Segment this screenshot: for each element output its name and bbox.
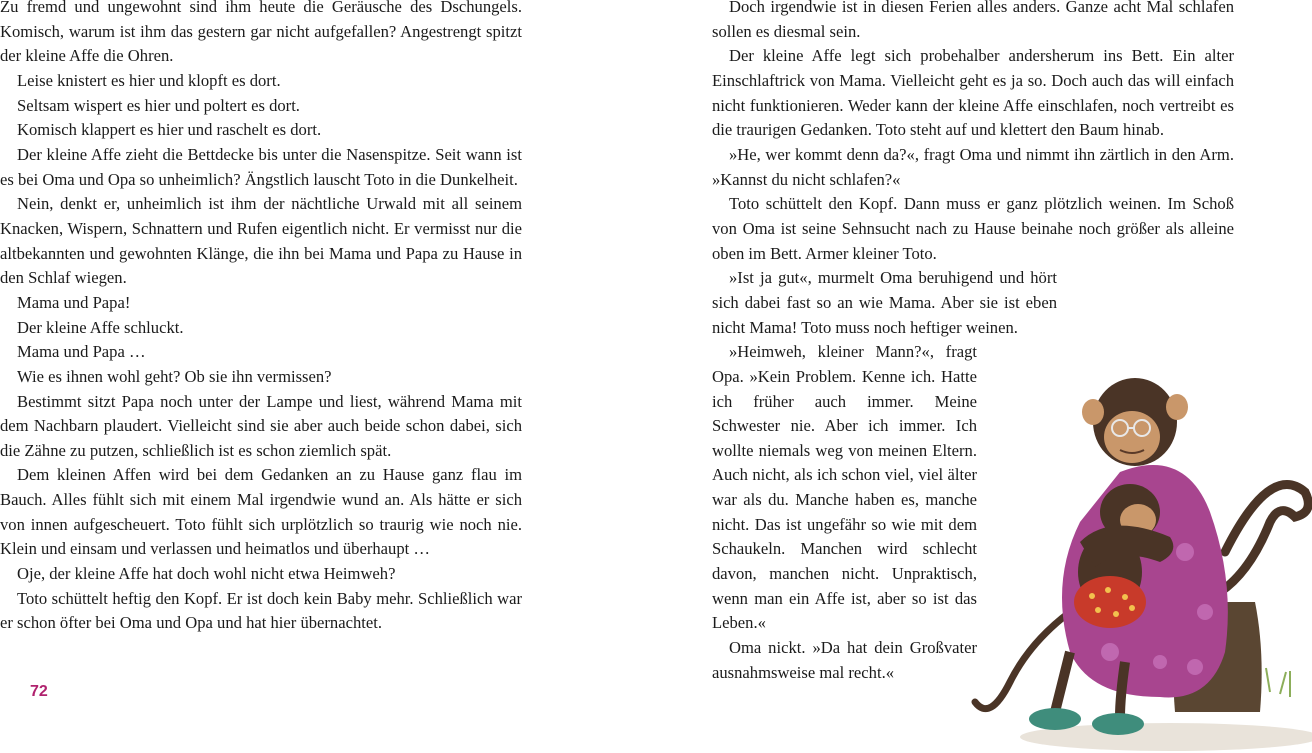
grandmother-leg [1055,652,1070,712]
red-polka-dot-bag [1074,576,1146,628]
paragraph: Bestimmt sitzt Papa noch unter der Lampe und liest, während Mama mit dem Nachbarn plaudert. Vielleicht sind sie aber auch beide schon dabei, sich die Zähne zu putzen, schließlich ist es schon ziemlich spät. [0,391,522,460]
paragraph: »Ist ja gut«, murmelt Oma beruhigend und hört sich dabei fast so an wie Mama. Aber sie ist eben nicht Mama! Toto muss noch heftiger weinen. [712,268,1057,337]
page-number: 72 [30,683,48,700]
paragraph: Der kleine Affe schluckt. [17,317,184,337]
monkey-hug-illustration [970,352,1312,753]
paragraph: Seltsam wispert es hier und poltert es dort. [17,95,300,115]
slipper-right-icon [1092,713,1144,735]
grandmother-face [1104,411,1160,463]
grandmother-ear-right [1166,394,1188,420]
paragraph: Toto schüttelt heftig den Kopf. Er ist doch kein Baby mehr. Schließlich war er schon öfter bei Oma und Opa und hat hier übernachtet. [0,588,522,633]
paragraph: Doch irgendwie ist in diesen Ferien alles anders. Ganze acht Mal schlafen sollen es diesmal sein. [712,0,1234,41]
paragraph: Dem kleinen Affen wird bei dem Gedanken an zu Hause ganz flau im Bauch. Alles fühlt sich mit einem Mal irgendwie wund an. Als hätte er sich von innen aufgescheuert. Toto fühlt sich urplötzlich so traurig wie noch nie. Klein und einsam und verlassen und heimatlos und überhaupt … [0,465,522,559]
paragraph: Oje, der kleine Affe hat doch wohl nicht etwa Heimweh? [17,564,396,584]
paragraph: Leise knistert es hier und klopft es dort. [17,70,281,90]
slipper-left-icon [1029,708,1081,730]
paragraph: Nein, denkt er, unheimlich ist ihm der nächtliche Urwald mit all seinem Knacken, Wispern, Schnattern und Rufen eigentlich nicht. Er vermisst nur die altbekannten und gewohnten Klänge, die ihn bei Mama und Papa zu Hause in den Schlaf wiegen. [0,194,522,288]
paragraph: Mama und Papa … [17,342,146,362]
paragraph: Mama und Papa! [17,292,131,312]
paragraph: Wie es ihnen wohl geht? Ob sie ihn vermissen? [17,366,332,386]
tail [1220,485,1308,593]
grandmother-ear-left [1082,399,1104,425]
paragraph: Toto schüttelt den Kopf. Dann muss er ganz plötzlich weinen. Im Schoß von Oma ist seine Sehnsucht nach zu Hause beinahe noch größer als alleine oben im Bett. Armer kleiner Toto. [712,194,1234,263]
paragraph: »He, wer kommt denn da?«, fragt Oma und nimmt ihn zärtlich in den Arm. »Kannst du nicht schlafen?« [712,144,1234,189]
paragraph: Komisch klappert es hier und raschelt es dort. [17,120,322,140]
grandmother-leg-right [1120,662,1125,717]
paragraph: »Heimweh, kleiner Mann?«, fragt Opa. »Kein Problem. Kenne ich. Hatte ich früher auch immer. Meine Schwester nie. Aber ich immer. Ich wollte niemals weg von meinen Eltern. Auch nicht, als ich schon viel, viel älter war als du. Manche haben es, manche nicht. Das ist ungefähr so wie mit dem Schaukeln. Manchen wird schlecht davon, manchen nicht. Unpraktisch, wenn man ein Affe ist, aber so ist das Leben.« [712,342,977,633]
paragraph: Zu fremd und ungewohnt sind ihm heute die Geräusche des Dschungels. Komisch, warum ist ihm das gestern gar nicht aufgefallen? Angestrengt spitzt der kleine Affe die Ohren. [0,0,522,66]
paragraph: Der kleine Affe zieht die Bettdecke bis unter die Nasenspitze. Seit wann ist es bei Oma und Opa so unheimlich? Ängstlich lauscht Toto in die Dunkelheit. [0,144,522,189]
paragraph: Der kleine Affe legt sich probehalber andersherum ins Bett. Ein alter Einschlaftrick von Mama. Vielleicht geht es ja so. Doch auch das will einfach nicht funktionieren. Weder kann der kleine Affe einschlafen, noch vertreibt es die traurigen Gedanken. Toto steht auf und klettert den Baum hinab. [712,46,1234,140]
left-text-column [0,0,522,636]
paragraph: Oma nickt. »Da hat dein Großvater ausnahmsweise mal recht.« [712,638,977,682]
